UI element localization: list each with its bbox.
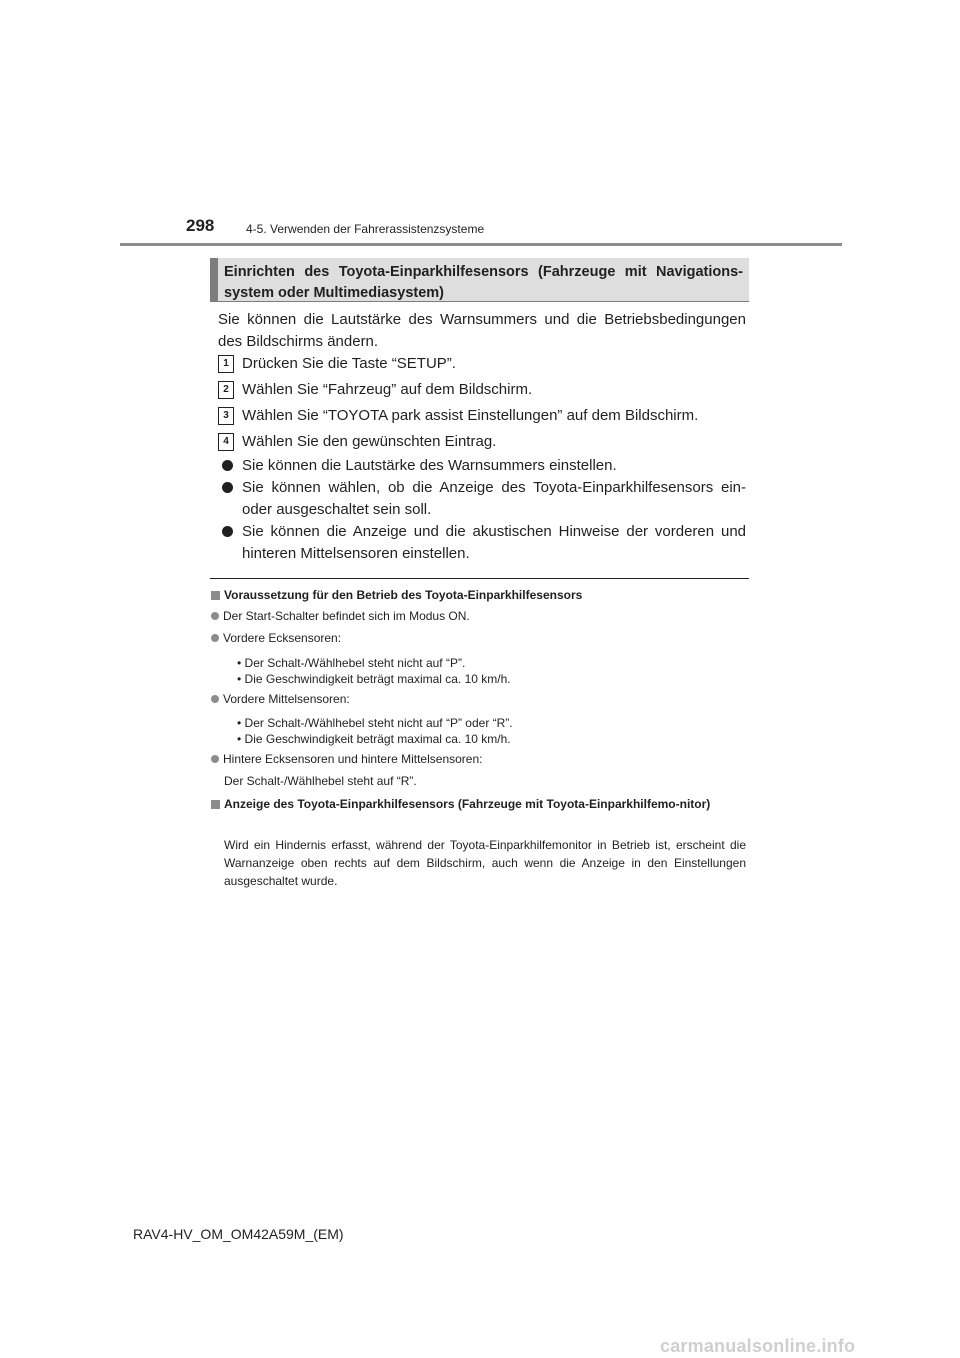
step-text: Wählen Sie “TOYOTA park assist Einstellungen” auf dem Bildschirm.: [242, 407, 699, 424]
bullet-dot-icon: [222, 526, 233, 537]
note-item-text: Vordere Ecksensoren:: [223, 631, 342, 645]
sub-item: • Der Schalt-/Wählhebel steht nicht auf “P” oder “R”.: [237, 716, 513, 730]
rear-condition: Der Schalt-/Wählhebel steht auf “R”.: [224, 774, 417, 788]
note-1-title-text: Voraussetzung für den Betrieb des Toyota-Einparkhilfesensors: [224, 588, 583, 602]
note-item-text: Der Start-Schalter befindet sich im Modus ON.: [223, 609, 470, 623]
bullet-text: Sie können die Anzeige und die akustischen Hinweise der vorderen und hinteren Mittelsensoren einstellen.: [242, 523, 746, 562]
note-item-rear: [211, 751, 482, 767]
note-2-title-text: Anzeige des Toyota-Einparkhilfesensors (Fahrzeuge mit Toyota-Einparkhilfemo-nitor): [224, 797, 711, 811]
note-2-text: Wird ein Hindernis erfasst, während der Toyota-Einparkhilfemonitor in Betrieb ist, erscheint die Warnanzeige oben rechts auf dem Bildschirm, auch wenn die Anzeige in den Einstellungen ausgeschaltet wurde.: [224, 838, 746, 888]
step-3: [218, 407, 748, 427]
step-number: 3: [218, 407, 234, 425]
step-text: Wählen Sie den gewünschten Eintrag.: [242, 433, 497, 450]
page-number: 298: [186, 216, 215, 235]
note-item-front-center: [211, 691, 350, 707]
step-number: 1: [218, 355, 234, 373]
sub-item: • Die Geschwindigkeit beträgt maximal ca. 10 km/h.: [237, 732, 511, 746]
square-bullet-icon: [211, 591, 220, 600]
step-number: 4: [218, 433, 234, 451]
section-title: Einrichten des Toyota-Einparkhilfesensors (Fahrzeuge mit Navigations-system oder Multimediasystem): [210, 258, 749, 302]
bullet-text: Sie können wählen, ob die Anzeige des Toyota-Einparkhilfesensors ein- oder ausgeschaltet sein soll.: [242, 479, 746, 518]
note-item-text: Vordere Mittelsensoren:: [223, 692, 350, 706]
step-text: Drücken Sie die Taste “SETUP”.: [242, 355, 456, 372]
circle-bullet-icon: [211, 695, 219, 703]
watermark: carmanualsonline.info: [660, 1336, 856, 1356]
step-1: [218, 355, 748, 375]
bullet-dot-icon: [222, 482, 233, 493]
circle-bullet-icon: [211, 612, 219, 620]
circle-bullet-icon: [211, 634, 219, 642]
sub-item: • Der Schalt-/Wählhebel steht nicht auf “P”.: [237, 656, 466, 670]
notes-divider: [210, 578, 749, 579]
step-4: [218, 433, 748, 453]
document-code: RAV4-HV_OM_OM42A59M_(EM): [133, 1226, 344, 1242]
note-item-text: Hintere Ecksensoren und hintere Mittelsensoren:: [223, 752, 483, 766]
step-number: 2: [218, 381, 234, 399]
bullet-dot-icon: [222, 460, 233, 471]
sub-item: • Die Geschwindigkeit beträgt maximal ca. 10 km/h.: [237, 672, 511, 686]
header-divider: [120, 243, 842, 246]
circle-bullet-icon: [211, 755, 219, 763]
square-bullet-icon: [211, 800, 220, 809]
intro-text: Sie können die Lautstärke des Warnsummers und die Betriebsbedingungen des Bildschirms ändern.: [218, 311, 746, 350]
chapter-title: 4-5. Verwenden der Fahrerassistenzsysteme: [246, 222, 485, 236]
step-text: Wählen Sie “Fahrzeug” auf dem Bildschirm.: [242, 381, 533, 398]
bullet-text: Sie können die Lautstärke des Warnsummers einstellen.: [242, 457, 617, 474]
step-2: [218, 381, 748, 401]
note-item-front-corner: [211, 630, 341, 646]
note-item-start-switch: [211, 608, 470, 624]
